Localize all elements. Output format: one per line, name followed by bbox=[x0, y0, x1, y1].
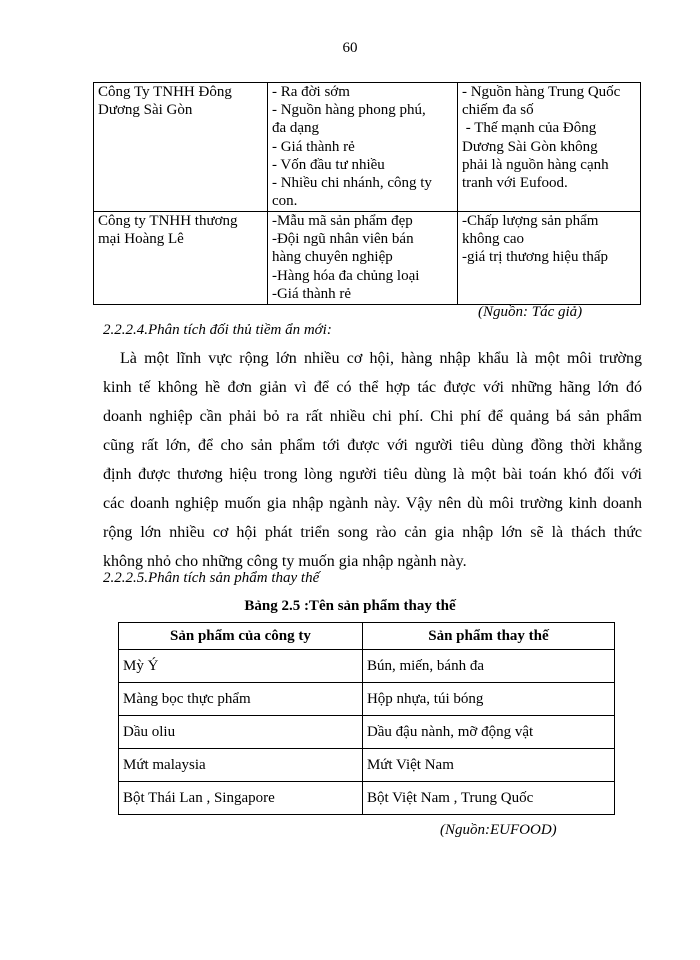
weaknesses-cell: -Chấp lượng sản phẩm không cao -giá trị thương hiệu thấp bbox=[457, 212, 640, 305]
table-cell: Hộp nhựa, túi bóng bbox=[362, 683, 614, 716]
competitor-table bbox=[93, 82, 641, 305]
section-heading: 2.2.2.5.Phân tích sản phẩm thay thế bbox=[103, 570, 320, 586]
table-row bbox=[119, 782, 615, 815]
section-heading: 2.2.2.4.Phân tích đối thủ tiềm ẩn mới: bbox=[103, 322, 332, 338]
table-cell: Dầu oliu bbox=[119, 716, 363, 749]
strengths-cell: - Ra đời sớm - Nguồn hàng phong phú, đa dạng - Giá thành rẻ - Vốn đầu tư nhiều - Nhiều chi nhánh, công ty con. bbox=[267, 83, 457, 212]
table-cell: Dầu đậu nành, mỡ động vật bbox=[362, 716, 614, 749]
weaknesses-cell: - Nguồn hàng Trung Quốc chiếm đa số - Thế mạnh của Đông Dương Sài Gòn không phải là nguồn hàng cạnh tranh với Eufood. bbox=[457, 83, 640, 212]
paragraph-line: rộng lớn nhiều cơ hội phát triển song rào cản gia nhập lớn sẽ là thách thức bbox=[103, 524, 642, 541]
table-source-note: (Nguồn: Tác giả) bbox=[478, 304, 583, 320]
table-row bbox=[119, 749, 615, 782]
table-cell: Mỳ Ý bbox=[119, 650, 363, 683]
column-header: Sản phẩm của công ty bbox=[119, 623, 363, 650]
table-header-row bbox=[119, 623, 615, 650]
table-row bbox=[94, 212, 641, 305]
paragraph-line: định được thương hiệu trong lòng người tiêu dùng là một bài toán khó đối với bbox=[103, 466, 642, 483]
paragraph-line: các doanh nghiệp muốn gia nhập ngành này. Vậy nên dù môi trường kinh doanh bbox=[103, 495, 642, 512]
page-number: 60 bbox=[342, 40, 358, 56]
paragraph-line: không nhỏ cho những công ty muốn gia nhập ngành này. bbox=[103, 553, 467, 570]
table-cell: Màng bọc thực phẩm bbox=[119, 683, 363, 716]
company-cell: Công Ty TNHH Đông Dương Sài Gòn bbox=[94, 83, 268, 212]
paragraph-line: Là một lĩnh vực rộng lớn nhiều cơ hội, hàng nhập khẩu là một môi trường bbox=[120, 350, 642, 367]
table-cell: Bún, miến, bánh đa bbox=[362, 650, 614, 683]
paragraph-line: doanh nghiệp cần phải bỏ ra rất nhiều chi phí. Chi phí để quảng bá sản phẩm bbox=[103, 408, 642, 425]
table-row bbox=[94, 83, 641, 212]
paragraph-line: kinh tế không hề đơn giản vì để có thể hợp tác được với những hãng lớn đó bbox=[103, 379, 642, 396]
paragraph-line: cũng rất lớn, để cho sản phẩm tới được với người tiêu dùng đồng thời khẳng bbox=[103, 437, 642, 454]
company-cell: Công ty TNHH thương mại Hoàng Lê bbox=[94, 212, 268, 305]
table-cell: Mứt malaysia bbox=[119, 749, 363, 782]
table-cell: Bột Việt Nam , Trung Quốc bbox=[362, 782, 614, 815]
table-cell: Bột Thái Lan , Singapore bbox=[119, 782, 363, 815]
strengths-cell: -Mẫu mã sản phẩm đẹp -Đội ngũ nhân viên bán hàng chuyên nghiệp -Hàng hóa đa chủng loại -Giá thành rẻ bbox=[267, 212, 457, 305]
table-caption: Bảng 2.5 :Tên sản phẩm thay thế bbox=[244, 598, 456, 614]
table-source-note: (Nguồn:EUFOOD) bbox=[440, 822, 557, 838]
body-paragraph bbox=[103, 344, 642, 576]
table-row bbox=[119, 716, 615, 749]
product-table bbox=[118, 622, 615, 815]
column-header: Sản phẩm thay thế bbox=[362, 623, 614, 650]
table-row bbox=[119, 683, 615, 716]
table-cell: Mứt Việt Nam bbox=[362, 749, 614, 782]
table-row bbox=[119, 650, 615, 683]
